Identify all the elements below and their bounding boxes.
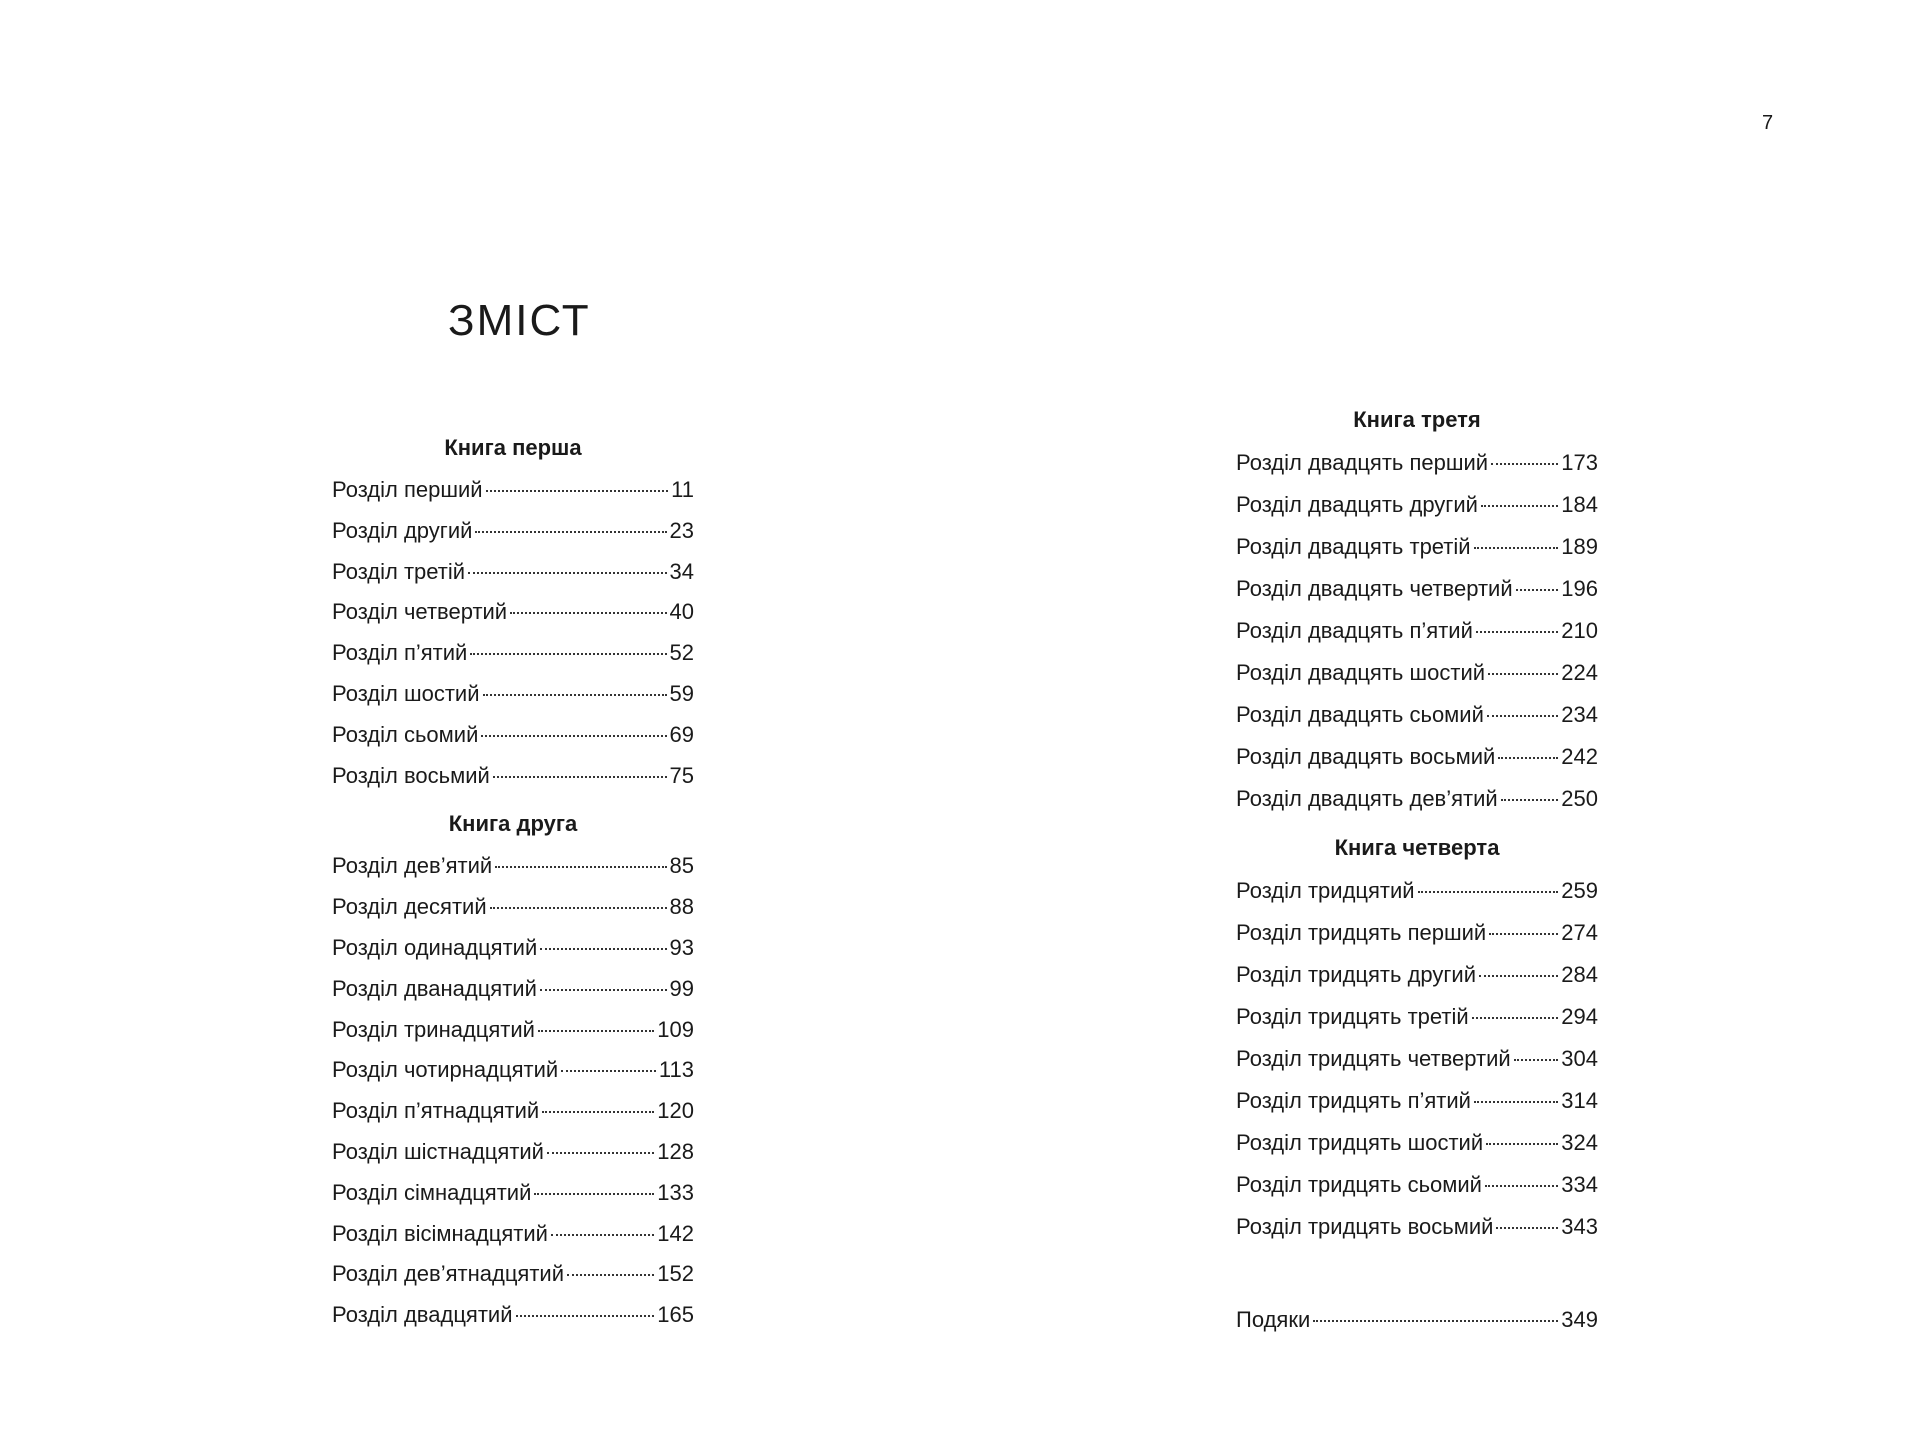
- toc-entry[interactable]: [1236, 1206, 1598, 1248]
- dot-leader: [516, 1315, 655, 1317]
- chapter-page: 324: [1561, 1130, 1598, 1155]
- chapter-title: Розділ тридцять сьомий: [1236, 1172, 1482, 1197]
- toc-entry[interactable]: [332, 1173, 694, 1214]
- dot-leader: [547, 1152, 654, 1154]
- chapter-page: 314: [1561, 1088, 1598, 1113]
- chapter-page: 304: [1561, 1046, 1598, 1071]
- chapter-title: Розділ двадцять восьмий: [1236, 744, 1496, 769]
- dot-leader: [1496, 1227, 1558, 1229]
- chapter-title: Розділ двадцять п’ятий: [1236, 618, 1473, 643]
- toc-entry[interactable]: [332, 1295, 694, 1336]
- dot-leader: [1491, 463, 1558, 465]
- chapter-page: 189: [1561, 534, 1598, 559]
- chapter-page: 142: [657, 1220, 694, 1246]
- chapter-title: Розділ одинадцятий: [332, 934, 538, 960]
- chapter-title: Розділ сьомий: [332, 721, 479, 747]
- chapter-page: 152: [657, 1261, 694, 1287]
- chapter-page: 250: [1561, 786, 1598, 811]
- dot-leader: [561, 1070, 656, 1072]
- toc-entry[interactable]: [1236, 442, 1598, 484]
- dot-leader: [481, 735, 666, 737]
- book-two-section: [332, 806, 694, 1336]
- book-four-section: [1236, 830, 1598, 1248]
- chapter-title: Розділ двадцять другий: [1236, 492, 1478, 517]
- chapter-page: 234: [1561, 702, 1598, 727]
- chapter-page: 210: [1561, 618, 1598, 643]
- toc-entry[interactable]: [1236, 1080, 1598, 1122]
- chapter-page: 259: [1561, 878, 1598, 903]
- chapter-page: 75: [669, 762, 694, 788]
- chapter-page: 59: [669, 680, 694, 706]
- toc-entry[interactable]: [1236, 778, 1598, 820]
- chapter-page: 85: [669, 853, 694, 879]
- toc-entry[interactable]: [332, 552, 694, 593]
- chapter-page: 113: [658, 1057, 694, 1083]
- toc-entry[interactable]: [1236, 912, 1598, 954]
- chapter-page: 173: [1561, 450, 1598, 475]
- toc-entry[interactable]: [1236, 526, 1598, 568]
- chapter-title: Розділ третій: [332, 558, 466, 584]
- dot-leader: [551, 1234, 654, 1236]
- chapter-title: Розділ двадцять дев’ятий: [1236, 786, 1498, 811]
- page-number: 7: [1762, 112, 1774, 134]
- chapter-title: Розділ дванадцятий: [332, 975, 537, 1001]
- chapter-title: Розділ тридцять перший: [1236, 920, 1487, 945]
- dot-leader: [1481, 505, 1558, 507]
- dot-leader: [475, 531, 666, 533]
- book-heading: Книга перша: [444, 435, 582, 460]
- chapter-page: 40: [669, 599, 694, 625]
- dot-leader: [486, 490, 669, 492]
- book-heading: Книга четверта: [1334, 835, 1500, 860]
- chapter-title: Розділ двадцять третій: [1236, 534, 1471, 559]
- toc-right-column: [1236, 402, 1598, 1248]
- dot-leader: [540, 948, 666, 950]
- toc-entry[interactable]: [332, 633, 694, 674]
- chapter-page: 52: [669, 640, 694, 666]
- toc-entry[interactable]: [332, 1010, 694, 1051]
- dot-leader: [490, 907, 667, 909]
- toc-entry[interactable]: [332, 1091, 694, 1132]
- toc-entry[interactable]: [1236, 568, 1598, 610]
- chapter-page: 99: [669, 975, 694, 1001]
- toc-entry[interactable]: [1236, 736, 1598, 778]
- dot-leader: [1514, 1059, 1559, 1061]
- chapter-title: Розділ вісімнадцятий: [332, 1220, 548, 1246]
- chapter-page: 34: [669, 558, 694, 584]
- dot-leader: [1418, 891, 1559, 893]
- dot-leader: [1487, 715, 1558, 717]
- chapter-title: Розділ сімнадцятий: [332, 1179, 532, 1205]
- chapter-title: Розділ тринадцятий: [332, 1016, 535, 1042]
- chapter-title: Розділ восьмий: [332, 762, 490, 788]
- chapter-page: 120: [657, 1098, 694, 1124]
- chapter-page: 224: [1561, 660, 1598, 685]
- chapter-title: Розділ чотирнадцятий: [332, 1057, 559, 1083]
- chapter-title: Розділ тридцять шостий: [1236, 1130, 1484, 1155]
- dot-leader: [493, 776, 667, 778]
- chapter-title: Розділ тридцять четвертий: [1236, 1046, 1511, 1071]
- toc-entry[interactable]: [332, 756, 694, 797]
- dot-leader: [470, 653, 666, 655]
- chapter-title: Розділ тридцятий: [1236, 878, 1415, 903]
- chapter-title: Розділ четвертий: [332, 599, 508, 625]
- chapter-title: Розділ перший: [332, 477, 483, 502]
- dot-leader: [1479, 975, 1558, 977]
- chapter-title: Розділ двадцятий: [332, 1302, 513, 1328]
- toc-entry[interactable]: [332, 715, 694, 756]
- chapter-title: Розділ п’ятий: [332, 640, 468, 666]
- toc-entry[interactable]: [332, 928, 694, 969]
- chapter-page: 109: [657, 1016, 694, 1042]
- book-three-section: [1236, 402, 1598, 820]
- chapter-title: Розділ тридцять другий: [1236, 962, 1477, 987]
- dot-leader: [1488, 673, 1558, 675]
- chapter-title: Розділ двадцять сьомий: [1236, 702, 1484, 727]
- dot-leader: [538, 1030, 654, 1032]
- toc-entry[interactable]: [1236, 484, 1598, 526]
- chapter-title: Розділ шостий: [332, 680, 480, 706]
- chapter-page: 334: [1561, 1172, 1598, 1197]
- chapter-page: 196: [1561, 576, 1598, 601]
- chapter-title: Розділ дев’ятнадцятий: [332, 1261, 564, 1287]
- toc-entry[interactable]: [332, 887, 694, 928]
- dot-leader: [1486, 1143, 1558, 1145]
- toc-title: ЗМІСТ: [448, 296, 591, 345]
- toc-left-column: [332, 430, 694, 1336]
- book-heading: Книга друга: [448, 811, 578, 837]
- chapter-title: Розділ двадцять шостий: [1236, 660, 1486, 685]
- toc-entry[interactable]: [332, 470, 694, 511]
- chapter-page: 69: [669, 721, 694, 747]
- chapter-title: Розділ шістнадцятий: [332, 1138, 544, 1164]
- acknowledgements-title: Подяки: [1236, 1307, 1311, 1332]
- acknowledgements-entry[interactable]: [1236, 1300, 1598, 1341]
- chapter-page: 284: [1561, 962, 1598, 987]
- chapter-page: 165: [657, 1302, 694, 1328]
- dot-leader: [495, 866, 666, 868]
- chapter-title: Розділ дев’ятий: [332, 853, 493, 879]
- toc-entry[interactable]: [332, 1050, 694, 1091]
- dot-leader: [468, 572, 666, 574]
- toc-entry[interactable]: [332, 969, 694, 1010]
- chapter-page: 184: [1561, 492, 1598, 517]
- book-heading: Книга третя: [1353, 407, 1481, 432]
- toc-entry[interactable]: [332, 1132, 694, 1173]
- dot-leader: [1498, 757, 1558, 759]
- toc-entry[interactable]: [1236, 1164, 1598, 1206]
- chapter-page: 343: [1561, 1214, 1598, 1239]
- dot-leader: [567, 1274, 654, 1276]
- dot-leader: [540, 989, 667, 991]
- dot-leader: [1476, 631, 1558, 633]
- toc-entry[interactable]: [1236, 652, 1598, 694]
- chapter-page: 128: [657, 1138, 694, 1164]
- dot-leader: [1313, 1320, 1558, 1322]
- chapter-title: Розділ другий: [332, 517, 473, 543]
- chapter-page: 93: [669, 934, 694, 960]
- chapter-title: Розділ двадцять четвертий: [1236, 576, 1513, 601]
- dot-leader: [534, 1193, 654, 1195]
- chapter-title: Розділ тридцять восьмий: [1236, 1214, 1494, 1239]
- chapter-page: 11: [671, 477, 694, 502]
- toc-entry[interactable]: [1236, 996, 1598, 1038]
- toc-entry[interactable]: [1236, 870, 1598, 912]
- toc-entry[interactable]: [1236, 610, 1598, 652]
- dot-leader: [1472, 1017, 1559, 1019]
- chapter-page: 88: [669, 894, 694, 920]
- chapter-title: Розділ п’ятнадцятий: [332, 1098, 540, 1124]
- chapter-title: Розділ тридцять п’ятий: [1236, 1088, 1471, 1113]
- dot-leader: [542, 1111, 654, 1113]
- dot-leader: [1485, 1185, 1558, 1187]
- chapter-page: 242: [1561, 744, 1598, 769]
- toc-entry[interactable]: [1236, 694, 1598, 736]
- chapter-title: Розділ десятий: [332, 894, 487, 920]
- acknowledgements-section: [1236, 1300, 1598, 1341]
- chapter-title: Розділ тридцять третій: [1236, 1004, 1469, 1029]
- chapter-page: 294: [1561, 1004, 1598, 1029]
- chapter-page: 133: [657, 1179, 694, 1205]
- chapter-page: 23: [669, 517, 694, 543]
- toc-entry[interactable]: [332, 674, 694, 715]
- toc-entry[interactable]: [1236, 954, 1598, 996]
- toc-entry[interactable]: [1236, 1122, 1598, 1164]
- dot-leader: [1516, 589, 1559, 591]
- acknowledgements-page: 349: [1561, 1307, 1598, 1332]
- toc-entry[interactable]: [332, 592, 694, 633]
- dot-leader: [1474, 1101, 1558, 1103]
- dot-leader: [483, 694, 667, 696]
- toc-entry[interactable]: [332, 511, 694, 552]
- dot-leader: [1474, 547, 1559, 549]
- dot-leader: [1489, 933, 1558, 935]
- toc-entry[interactable]: [1236, 1038, 1598, 1080]
- toc-entry[interactable]: [332, 1214, 694, 1255]
- book-one-section: [332, 430, 694, 796]
- chapter-page: 274: [1561, 920, 1598, 945]
- dot-leader: [1501, 799, 1559, 801]
- toc-entry[interactable]: [332, 846, 694, 887]
- toc-entry[interactable]: [332, 1254, 694, 1295]
- chapter-title: Розділ двадцять перший: [1236, 450, 1489, 475]
- dot-leader: [510, 612, 666, 614]
